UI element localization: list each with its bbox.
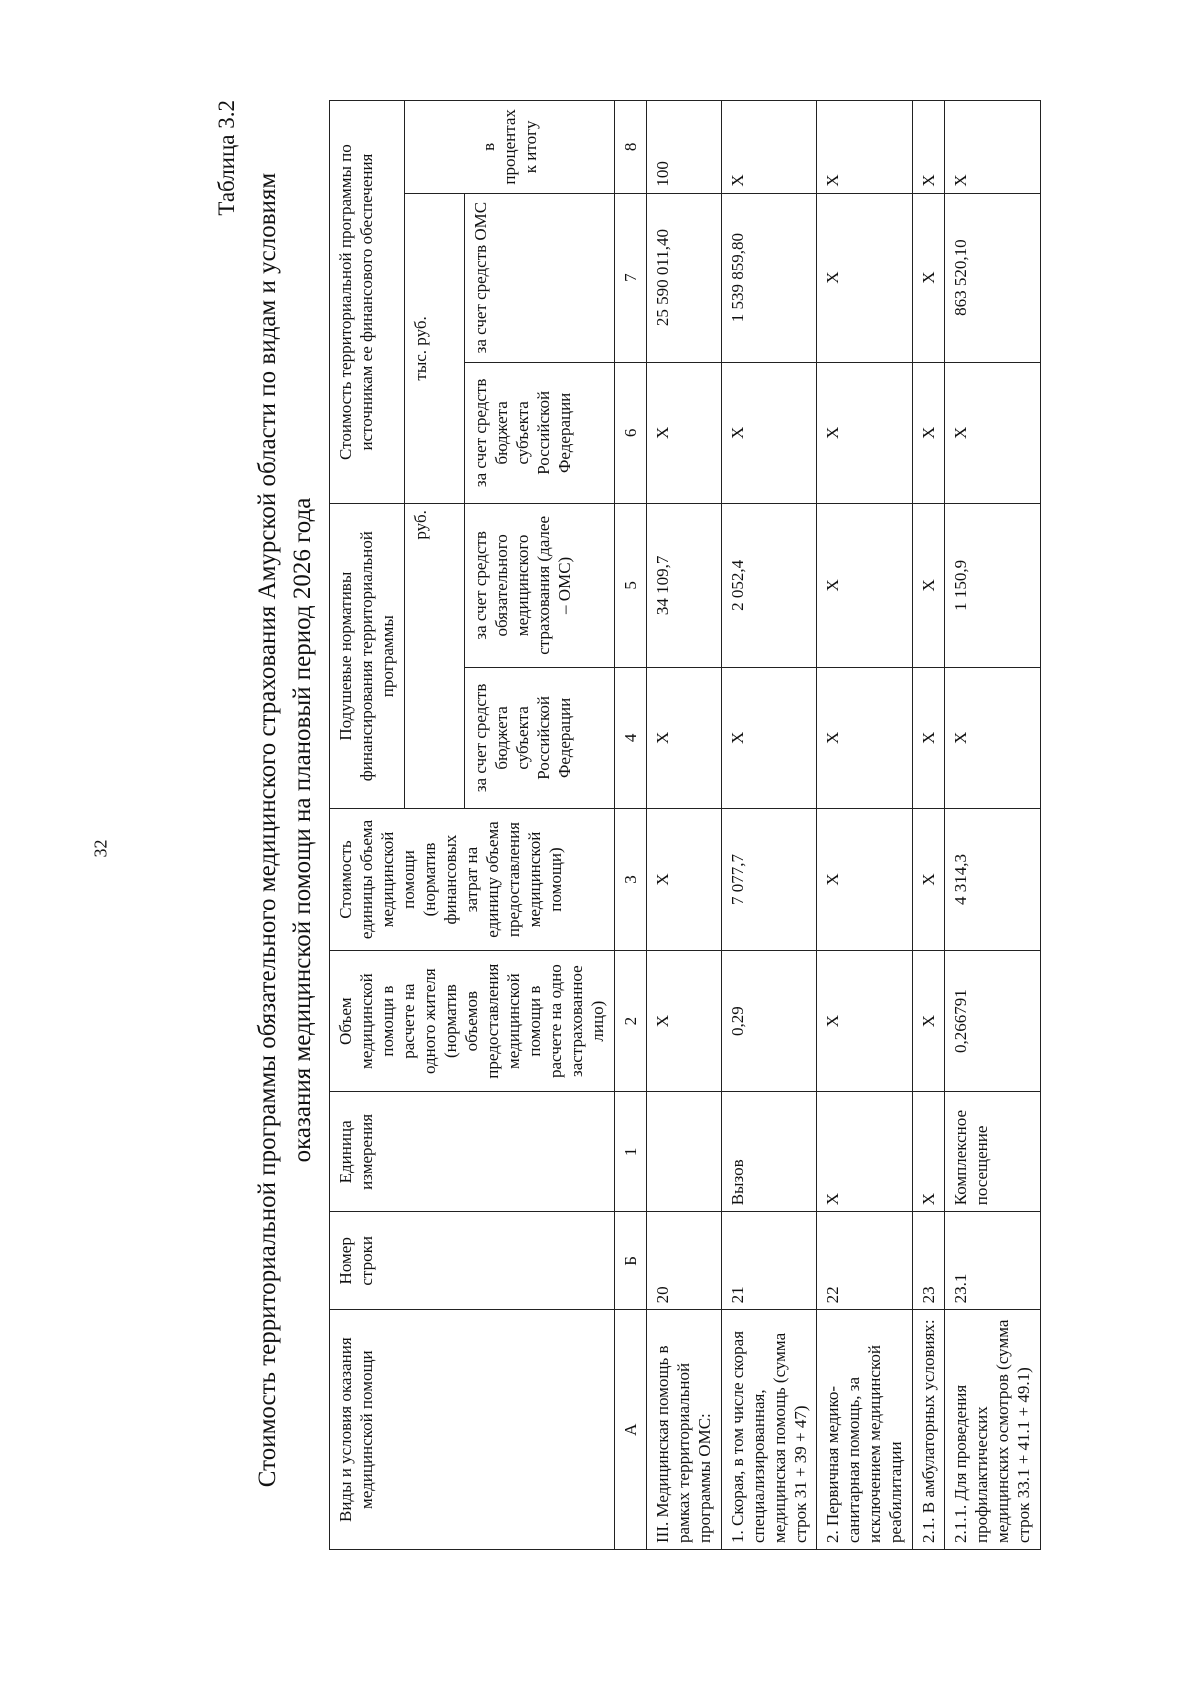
page-number: 32 [90, 839, 111, 858]
row-name: III. Медицинская помощь в рамках территориальной программы ОМС: [647, 1310, 722, 1550]
row-percent: 100 [647, 101, 722, 194]
index-cell: 4 [614, 667, 646, 809]
index-cell: 8 [614, 101, 646, 194]
index-cell: 1 [614, 1092, 646, 1212]
header-group-per-capita: Подушевые нормативы финансирования территориальной программы [330, 504, 405, 809]
row-per-capita-budget: Х [817, 667, 913, 809]
row-volume: Х [817, 950, 913, 1092]
row-per-capita-budget: Х [721, 667, 817, 809]
row-line-number: 23.1 [945, 1212, 1041, 1310]
row-cost-oms: Х [913, 193, 945, 362]
row-cost-budget: Х [647, 362, 722, 504]
row-unit-cost: Х [913, 809, 945, 951]
header-col-3: Стоимость единицы объема медицинской помощи (норматив финансовых затрат на единицу объема предоставления медицинской помощи) [330, 809, 615, 951]
row-per-capita-oms: 2 052,4 [721, 504, 817, 667]
row-volume: 0,29 [721, 950, 817, 1092]
row-line-number: 23 [913, 1212, 945, 1310]
row-per-capita-budget: Х [913, 667, 945, 809]
row-unit: Вызов [721, 1092, 817, 1212]
table-row [647, 101, 722, 1550]
row-cost-oms: 1 539 859,80 [721, 193, 817, 362]
row-percent: Х [721, 101, 817, 194]
row-cost-oms: Х [817, 193, 913, 362]
row-unit-cost: 4 314,3 [945, 809, 1041, 951]
row-unit-cost: Х [817, 809, 913, 951]
table-row [817, 101, 913, 1550]
header-col-5: за счет средств обязательного медицинского страхования (далее – ОМС) [464, 504, 614, 667]
table-row [945, 101, 1041, 1550]
row-name: 2. Первичная медико-санитарная помощь, за исключением медицинской реабилитации [817, 1310, 913, 1550]
cost-table [329, 100, 1041, 1550]
row-per-capita-budget: Х [647, 667, 722, 809]
row-name: 2.1.1. Для проведения профилактических медицинских осмотров (сумма строк 33.1 + 41.1 + 49.1) [945, 1310, 1041, 1550]
table-label: Таблица 3.2 [214, 100, 239, 216]
title-line-1: Стоимость территориальной программы обязательного медицинского страхования Амурской области по видам и условиям [254, 172, 281, 1488]
row-per-capita-oms: Х [817, 504, 913, 667]
header-col-1: Единица измерения [330, 1092, 615, 1212]
table-row [721, 101, 817, 1550]
row-name: 2.1. В амбулаторных условиях: [913, 1310, 945, 1550]
row-name: 1. Скорая, в том числе скорая специализированная, медицинская помощь (сумма строк 31 + 39 + 47) [721, 1310, 817, 1550]
row-unit: Комплексное посещение [945, 1092, 1041, 1212]
row-percent: Х [945, 101, 1041, 194]
header-col-b: Номер строки [330, 1212, 615, 1310]
row-percent: Х [817, 101, 913, 194]
header-col-6: за счет средств бюджета субъекта Российской Федерации [464, 362, 614, 504]
row-cost-budget: Х [913, 362, 945, 504]
row-volume: 0,266791 [945, 950, 1041, 1092]
index-cell: 2 [614, 950, 646, 1092]
header-col-a: Виды и условия оказания медицинской помощи [330, 1310, 615, 1550]
table-row [913, 101, 945, 1550]
row-line-number: 21 [721, 1212, 817, 1310]
row-cost-oms: 863 520,10 [945, 193, 1041, 362]
row-unit: Х [817, 1092, 913, 1212]
row-percent: Х [913, 101, 945, 194]
row-cost-budget: Х [817, 362, 913, 504]
row-per-capita-oms: 34 109,7 [647, 504, 722, 667]
row-unit-cost: Х [647, 809, 722, 951]
header-col-7: за счет средств ОМС [464, 193, 614, 362]
row-per-capita-budget: Х [945, 667, 1041, 809]
index-cell: А [614, 1310, 646, 1550]
rotated-page-content [214, 80, 1064, 1580]
row-unit: Х [913, 1092, 945, 1212]
row-unit [647, 1092, 722, 1212]
index-cell: 7 [614, 193, 646, 362]
index-cell: 3 [614, 809, 646, 951]
page-title [250, 80, 320, 1580]
row-volume: Х [913, 950, 945, 1092]
header-row-1 [330, 101, 405, 1550]
index-row [614, 101, 646, 1550]
row-line-number: 20 [647, 1212, 722, 1310]
row-cost-budget: Х [945, 362, 1041, 504]
row-unit-cost: 7 077,7 [721, 809, 817, 951]
row-per-capita-oms: 1 150,9 [945, 504, 1041, 667]
header-col-8: в процентах к итогу [404, 101, 614, 194]
header-col-4: за счет средств бюджета субъекта Российской Федерации [464, 667, 614, 809]
row-cost-budget: Х [721, 362, 817, 504]
header-col-2: Объем медицинской помощи в расчете на одного жителя (норматив объемов предоставления медицинской помощи в расчете на одно застрахованное лицо) [330, 950, 615, 1092]
index-cell: 5 [614, 504, 646, 667]
header-unit-rub: руб. [404, 504, 464, 809]
index-cell: 6 [614, 362, 646, 504]
row-cost-oms: 25 590 011,40 [647, 193, 722, 362]
index-cell: Б [614, 1212, 646, 1310]
header-group-cost: Стоимость территориальной программы по источникам ее финансового обеспечения [330, 101, 405, 504]
row-per-capita-oms: Х [913, 504, 945, 667]
title-line-2: оказания медицинской помощи на плановый период 2026 года [289, 497, 316, 1163]
row-line-number: 22 [817, 1212, 913, 1310]
row-volume: Х [647, 950, 722, 1092]
header-unit-thous-rub: тыс. руб. [404, 193, 464, 503]
